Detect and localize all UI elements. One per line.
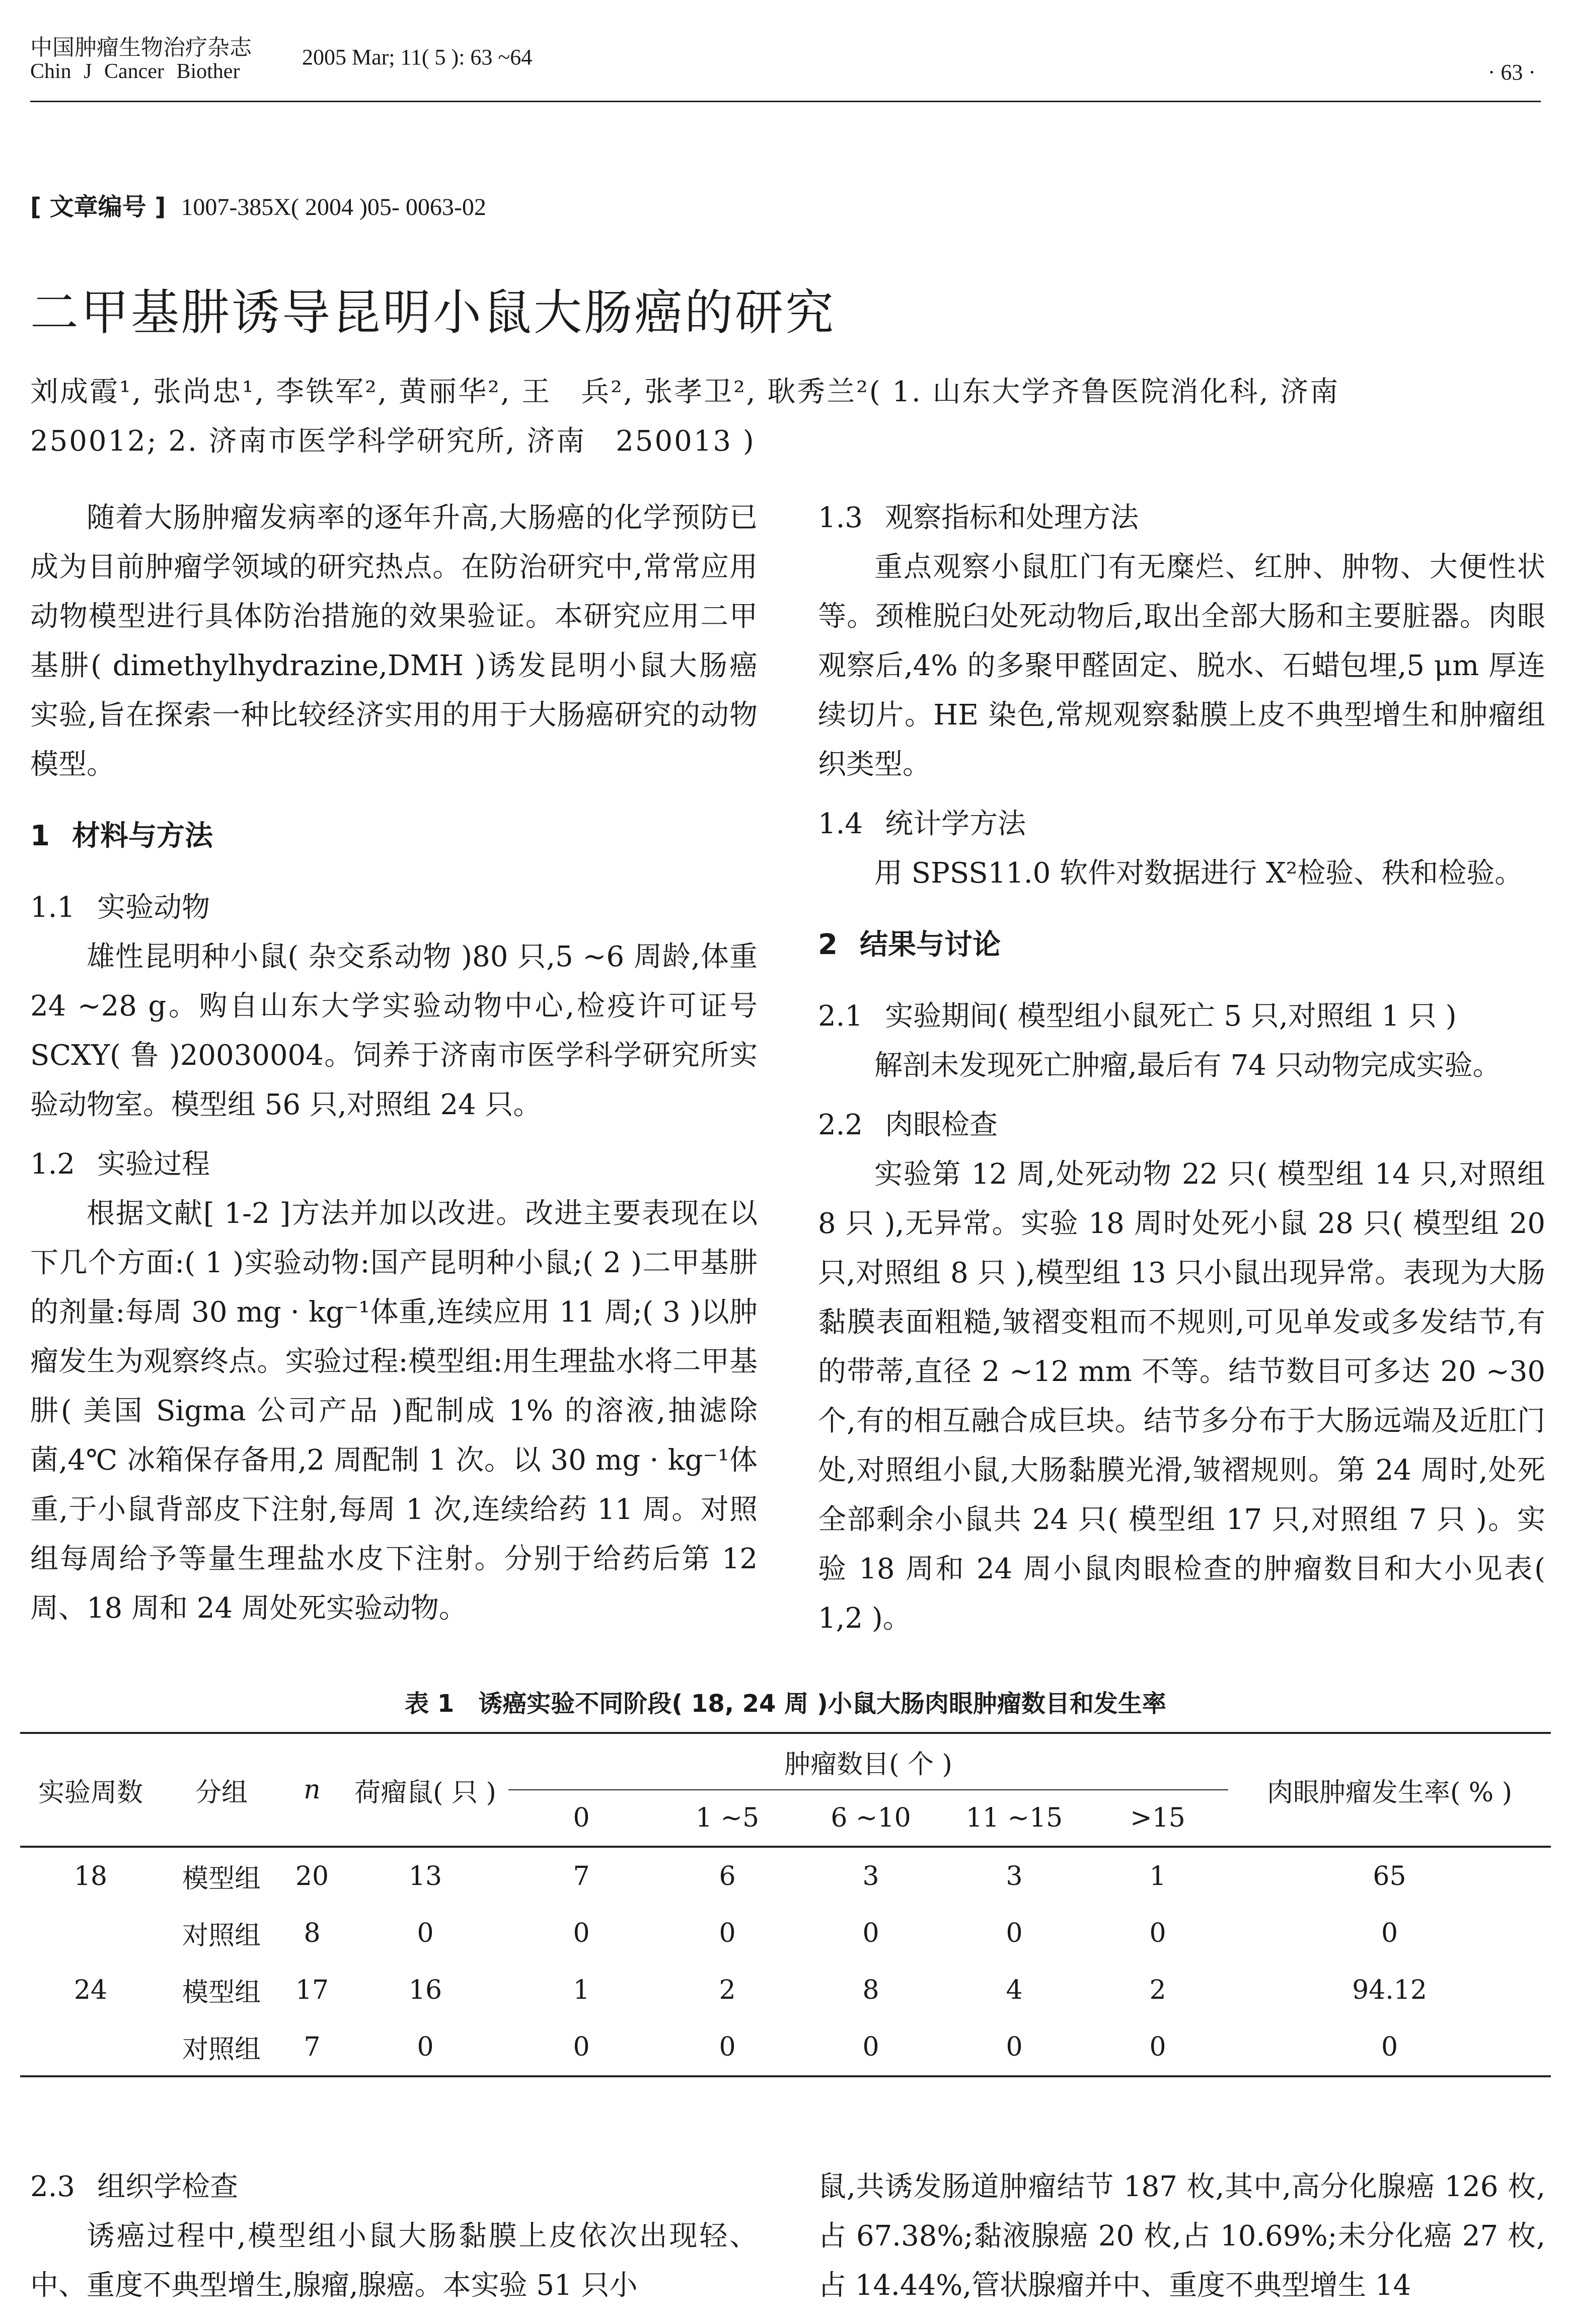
section-number: 1.2	[30, 1148, 76, 1181]
section-number: 1.3	[818, 501, 863, 534]
section-number: 2.1	[818, 1000, 863, 1033]
cell-count: 0	[1149, 1918, 1166, 1948]
section-2-3-continuation: 鼠,共诱发肠道肿瘤结节 187 枚,其中,高分化腺癌 126 枚,占 67.38%;黏液腺癌 20 枚,占 10.69%;未分化癌 27 枚,占 14.44%,管状腺瘤并中、重度不典型增生 14	[818, 2170, 1545, 2302]
cell-count: 8	[862, 1975, 879, 2005]
header-bearing: 荷瘤鼠( 只 )	[342, 1733, 508, 1847]
page-number: · 63 ·	[1487, 60, 1536, 85]
cell-rate: 65	[1373, 1861, 1406, 1892]
header-tumor-count: 肿瘤数目( 个 )	[508, 1733, 1228, 1790]
bin-header: 1 ~5	[654, 1790, 800, 1847]
cell-n: 8	[304, 1918, 321, 1948]
section-1-3-paragraph: 重点观察小鼠肛门有无糜烂、红肿、肿物、大便性状等。颈椎脱臼处死动物后,取出全部大肠和主要脏器。肉眼观察后,4% 的多聚甲醛固定、脱水、石蜡包埋,5 μm 厚连续切片。HE 染色,常规观察黏膜上皮不典型增生和肿瘤组织类型。	[818, 551, 1546, 781]
authors	[30, 368, 1535, 466]
cell-group: 模型组	[182, 1864, 261, 1894]
cell-bearing: 0	[417, 1918, 434, 1948]
table-1	[20, 1732, 1551, 2077]
right-column	[818, 493, 1545, 1643]
cell-group: 对照组	[182, 1921, 261, 1951]
section-title: 统计学方法	[885, 808, 1026, 840]
table-row	[20, 2018, 1551, 2076]
section-number: 1.1	[30, 891, 76, 924]
bottom-right-column	[818, 2162, 1545, 2310]
cell-count: 0	[1087, 2018, 1228, 2076]
cell-count: 3	[1006, 1861, 1023, 1892]
cell-count: 0	[573, 1918, 590, 1948]
section-number: 1.4	[818, 808, 863, 840]
section-1-2-paragraph: 根据文献[ 1-2 ]方法并加以改进。改进主要表现在以下几个方面:( 1 )实验动物:国产昆明种小鼠;( 2 )二甲基肼的剂量:每周 30 mg · kg⁻¹体重,连续应用 11 周;( 3 )以肿瘤发生为观察终点。实验过程:模型组:用生理盐水将二甲基肼( 美国 Sigma 公司产品 )配制成 1% 的溶液,抽滤除菌,4℃ 冰箱保存备用,2 周配制 1 次。以 30 mg · kg⁻¹体重,于小鼠背部皮下注射,每周 1 次,连续给药 11 周。对照组每周给予等量生理盐水皮下注射。分别于给药后第 12 周、18 周和 24 周处死实验动物。	[30, 1197, 758, 1625]
cell-n: 7	[282, 2018, 342, 2076]
section-title: 材料与方法	[71, 820, 213, 852]
cell-count: 0	[719, 1918, 736, 1948]
table-row	[20, 1962, 1551, 2018]
section-1-heading	[30, 812, 758, 861]
cell-group: 对照组	[161, 2018, 282, 2076]
header-group: 分组	[161, 1733, 282, 1847]
section-1-1-heading	[30, 883, 758, 932]
section-number: 1	[30, 820, 50, 852]
left-column	[30, 493, 758, 1633]
section-title: 肉眼检查	[885, 1109, 998, 1141]
header-rule	[30, 101, 1541, 102]
authors-line-1: 刘成霞¹, 张尚忠¹, 李铁军², 黄丽华², 王 兵², 张孝卫², 耿秀兰²( 1. 山东大学齐鲁医院消化科, 济南	[30, 376, 1340, 408]
cell-rate: 94.12	[1352, 1975, 1427, 2005]
cell-count: 2	[719, 1975, 736, 2005]
section-title: 实验期间( 模型组小鼠死亡 5 只,对照组 1 只 )	[885, 1000, 1457, 1033]
cell-count: 4	[1006, 1975, 1023, 2005]
cell-rate: 0	[1381, 1918, 1398, 1948]
section-title: 实验动物	[97, 891, 210, 924]
cell-count: 0	[1006, 1918, 1023, 1948]
article-number	[30, 187, 486, 222]
cell-count: 0	[800, 2018, 941, 2076]
cell-week: 18	[73, 1861, 108, 1892]
bottom-left-column	[30, 2162, 758, 2310]
cell-bearing: 13	[408, 1861, 442, 1892]
journal-name-cn: 中国肿瘤生物治疗杂志	[30, 35, 252, 60]
section-1-4-heading	[818, 800, 1545, 849]
section-2-2-heading	[818, 1101, 1545, 1150]
cell-week	[20, 2018, 161, 2076]
bin-header: 0	[508, 1790, 654, 1847]
header-rate: 肉眼肿瘤发生率( % )	[1228, 1733, 1551, 1847]
bin-header: 6 ~10	[800, 1790, 941, 1847]
table-row	[20, 1905, 1551, 1962]
section-title: 结果与讨论	[859, 928, 1001, 961]
cell-count: 3	[862, 1861, 879, 1892]
cell-bearing: 16	[408, 1975, 442, 2005]
section-2-1-paragraph: 解剖未发现死亡肿瘤,最后有 74 只动物完成实验。	[874, 1049, 1501, 1082]
section-1-4-paragraph: 用 SPSS11.0 软件对数据进行 X²检验、秩和检验。	[874, 857, 1523, 890]
cell-count: 0	[654, 2018, 800, 2076]
section-number: 2.2	[818, 1109, 863, 1141]
cell-count: 2	[1149, 1975, 1166, 2005]
table-1-caption: 表 1 诱癌实验不同阶段( 18, 24 周 )小鼠大肠肉眼肿瘤数目和发生率	[405, 1690, 1166, 1718]
header-n: n	[282, 1733, 342, 1847]
cell-week	[20, 1905, 161, 1962]
table-header-row	[20, 1733, 1551, 1790]
cell-bearing: 0	[342, 2018, 508, 2076]
cell-rate: 0	[1228, 2018, 1551, 2076]
section-2-3-heading	[30, 2162, 758, 2212]
section-number: 2	[818, 928, 838, 961]
article-number-label: [ 文章编号 ]	[30, 193, 166, 221]
section-2-2-paragraph: 实验第 12 周,处死动物 22 只( 模型组 14 只,对照组 8 只 ),无异常。实验 18 周时处死小鼠 28 只( 模型组 20 只,对照组 8 只 ),模型组 13 只小鼠出现异常。表现为大肠黏膜表面粗糙,皱褶变粗而不规则,可见单发或多发结节,有的带蒂,直径 2 ~12 mm 不等。结节数目可多达 20 ~30 个,有的相互融合成巨块。结节多分布于大肠远端及近肛门处,对照组小鼠,大肠黏膜光滑,皱褶规则。第 24 周时,处死全部剩余小鼠共 24 只( 模型组 17 只,对照组 7 只 )。实验 18 周和 24 周小鼠肉眼检查的肿瘤数目和大小见表( 1,2 )。	[818, 1158, 1546, 1635]
cell-count: 0	[862, 1918, 879, 1948]
cell-group: 模型组	[182, 1978, 261, 2008]
cell-count: 0	[508, 2018, 654, 2076]
section-1-3-heading	[818, 493, 1545, 543]
section-2-3-paragraph: 诱癌过程中,模型组小鼠大肠黏膜上皮依次出现轻、中、重度不典型增生,腺瘤,腺癌。本实验 51 只小	[30, 2220, 758, 2302]
cell-week: 24	[73, 1975, 108, 2005]
citation: 2005 Mar; 11( 5 ): 63 ~64	[302, 45, 533, 69]
header-weeks: 实验周数	[20, 1733, 161, 1847]
table-row	[20, 1847, 1551, 1905]
cell-n: 17	[295, 1975, 329, 2005]
journal-name-en: Chin J Cancer Biother	[30, 60, 240, 83]
section-title: 实验过程	[97, 1148, 210, 1181]
article-title: 二甲基肼诱导昆明小鼠大肠癌的研究	[30, 284, 836, 341]
cell-count: 1	[573, 1975, 590, 2005]
bin-header: >15	[1087, 1790, 1228, 1847]
section-title: 组织学检查	[97, 2170, 239, 2203]
section-1-2-heading	[30, 1140, 758, 1189]
cell-count: 0	[941, 2018, 1087, 2076]
section-2-1-heading	[818, 992, 1545, 1041]
intro-paragraph: 随着大肠肿瘤发病率的逐年升高,大肠癌的化学预防已成为目前肿瘤学领域的研究热点。在防治研究中,常常应用动物模型进行具体防治措施的效果验证。本研究应用二甲基肼( dimethylhydrazine,DMH )诱发昆明小鼠大肠癌实验,旨在探索一种比较经济实用的用于大肠癌研究的动物模型。	[30, 501, 758, 781]
cell-count: 1	[1149, 1861, 1166, 1892]
section-1-1-paragraph: 雄性昆明种小鼠( 杂交系动物 )80 只,5 ~6 周龄,体重 24 ~28 g。购自山东大学实验动物中心,检疫许可证号 SCXY( 鲁 )20030004。饲养于济南市医学科学研究所实验动物室。模型组 56 只,对照组 24 只。	[30, 940, 758, 1121]
cell-n: 20	[295, 1861, 329, 1892]
section-number: 2.3	[30, 2170, 76, 2203]
section-2-heading	[818, 920, 1545, 970]
cell-count: 7	[573, 1861, 590, 1892]
cell-count: 6	[719, 1861, 736, 1892]
section-title: 观察指标和处理方法	[885, 501, 1139, 534]
bin-header: 11 ~15	[941, 1790, 1087, 1847]
article-number-value: 1007-385X( 2004 )05- 0063-02	[181, 194, 486, 221]
authors-line-2: 250012; 2. 济南市医学科学研究所, 济南 250013 )	[30, 425, 756, 458]
